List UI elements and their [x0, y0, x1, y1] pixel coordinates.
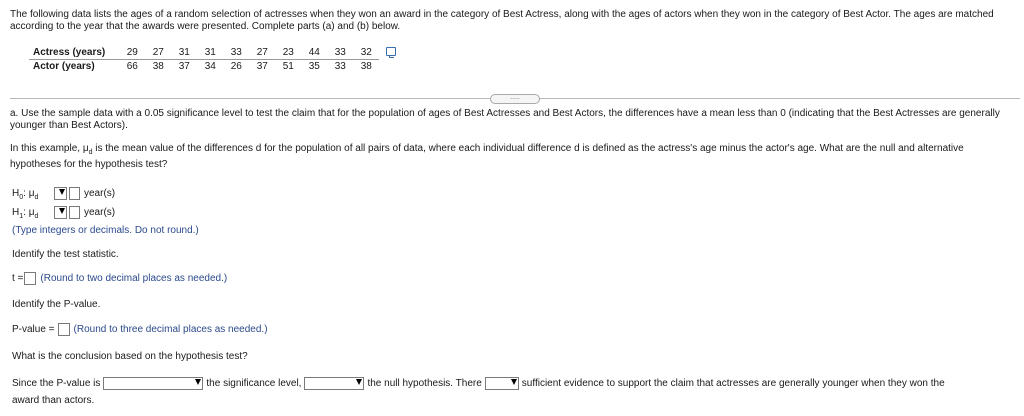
evidence-dropdown[interactable]	[485, 377, 519, 390]
identify-test-statistic: Identify the test statistic.	[12, 249, 119, 260]
chevron-down-icon	[356, 379, 362, 385]
conclusion-sentence	[12, 377, 945, 390]
t-round-note: (Round to two decimal places as needed.)	[40, 273, 228, 284]
p-value-row	[12, 323, 268, 336]
table-cell: 33	[223, 46, 249, 60]
chevron-down-icon	[511, 379, 517, 385]
problem-intro: The following data lists the ages of a random selection of actresses when they won an award in the category of Best Actress, along with the ages of actors when they won in the category of Best Actor. The ages are matched according to the year that the awards were presented. Complete parts (a) and (b) below.	[10, 9, 994, 32]
type-note: (Type integers or decimals. Do not round.)	[12, 225, 199, 236]
table-cell: 37	[178, 61, 190, 72]
p-value-input[interactable]	[58, 323, 70, 336]
table-cell: 31	[171, 46, 197, 60]
t-statistic-row	[12, 272, 227, 285]
example-text	[10, 143, 1015, 171]
null-value-input[interactable]	[69, 187, 80, 200]
table-cell: 23	[275, 46, 301, 60]
p-round-note: (Round to three decimal places as needed.)	[73, 324, 268, 335]
alt-operator-dropdown[interactable]	[54, 206, 67, 219]
table-row	[29, 46, 379, 60]
table-cell: 33	[334, 61, 346, 72]
mu-subscript: d	[88, 149, 93, 156]
alt-hypothesis-row	[12, 206, 115, 219]
table-cell: 27	[145, 46, 171, 60]
mu-symbol: μ	[82, 143, 89, 154]
null-operator-dropdown[interactable]	[54, 187, 67, 200]
example-pre: In this example,	[10, 143, 81, 154]
since-text-3: the null hypothesis. There	[367, 378, 482, 389]
t-statistic-input[interactable]	[24, 272, 36, 285]
alt-value-input[interactable]	[69, 206, 80, 219]
chevron-down-icon	[195, 379, 201, 385]
expand-more-button[interactable]: .....	[490, 94, 540, 104]
null-hypothesis-label: $H_0$: $\mu_d$	[12, 188, 39, 201]
alt-unit-label: year(s)	[84, 207, 116, 218]
part-a-question: a. Use the sample data with a 0.05 significance level to test the claim that for the population of ages of Best Actresses and Best Actors, the differences have a mean less than 0 (indicating that the Best Actresses are generally younger than Best Actors).	[10, 108, 1000, 131]
table-cell: 38	[152, 61, 164, 72]
since-text-5: award than actors.	[12, 395, 95, 406]
p-value-label: P-value =	[12, 324, 55, 335]
table-cell: 32	[353, 46, 379, 60]
alt-hypothesis-label: $H_1$: $\mu_d$	[12, 207, 39, 220]
table-cell: 29	[119, 46, 145, 60]
example-post: is the mean value of the differences d for the population of all pairs of data, where each individual difference d is defined as the actress's age minus the actor's age. What are the null and alternative hypotheses for the hypothesis test?	[10, 143, 964, 170]
copy-data-icon[interactable]	[386, 47, 396, 56]
since-text-4: sufficient evidence to support the claim that actresses are generally younger when they won the	[521, 378, 945, 389]
table-cell: 26	[230, 61, 242, 72]
table-cell: 33	[327, 46, 353, 60]
table-cell: 35	[308, 61, 320, 72]
table-cell: 66	[126, 61, 138, 72]
chevron-down-icon	[59, 189, 65, 195]
pvalue-comparison-dropdown[interactable]	[103, 377, 203, 390]
identify-p-value: Identify the P-value.	[12, 299, 101, 310]
table-cell: 31	[197, 46, 223, 60]
table-cell: 27	[249, 46, 275, 60]
t-label: t =	[12, 273, 24, 284]
reject-decision-dropdown[interactable]	[304, 377, 364, 390]
row-label-actress: Actress (years)	[29, 46, 119, 60]
chevron-down-icon	[59, 208, 65, 214]
table-cell: 37	[256, 61, 268, 72]
table-row	[29, 60, 379, 74]
null-unit-label: year(s)	[84, 188, 116, 199]
data-table	[29, 46, 379, 73]
since-text-1: Since the P-value is	[12, 378, 101, 389]
table-cell: 34	[204, 61, 216, 72]
table-cell: 51	[282, 61, 294, 72]
since-text-2: the significance level,	[206, 378, 302, 389]
table-cell: 44	[301, 46, 327, 60]
null-hypothesis-row	[12, 187, 115, 200]
row-label-actor: Actor (years)	[33, 61, 95, 72]
table-cell: 38	[360, 61, 372, 72]
conclusion-question: What is the conclusion based on the hypothesis test?	[12, 351, 248, 362]
